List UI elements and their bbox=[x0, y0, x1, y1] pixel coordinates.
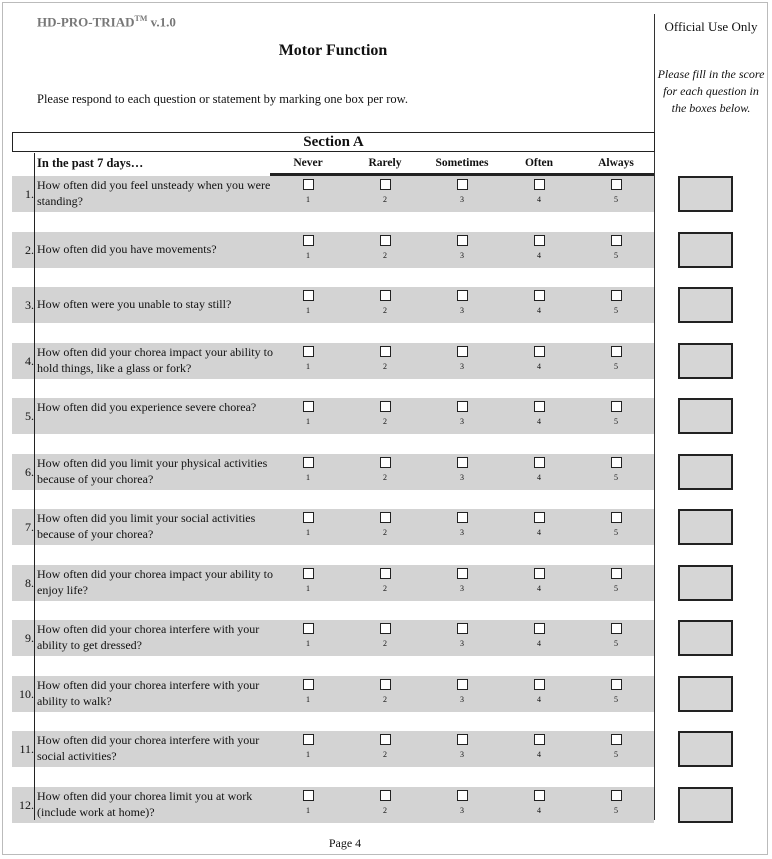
response-option-often bbox=[529, 623, 549, 648]
question-row bbox=[12, 676, 654, 712]
option-value: 4 bbox=[537, 639, 541, 648]
question-number: 11. bbox=[19, 742, 34, 756]
checkbox[interactable] bbox=[457, 235, 468, 246]
response-option-always bbox=[606, 401, 626, 426]
response-option-never bbox=[298, 290, 318, 315]
checkbox[interactable] bbox=[457, 401, 468, 412]
response-option-often bbox=[529, 290, 549, 315]
checkbox[interactable] bbox=[303, 734, 314, 745]
checkbox[interactable] bbox=[380, 512, 391, 523]
question-number: 5. bbox=[25, 409, 34, 423]
checkbox[interactable] bbox=[303, 401, 314, 412]
option-value: 4 bbox=[537, 750, 541, 759]
question-row bbox=[12, 343, 654, 379]
response-option-rarely bbox=[375, 512, 395, 537]
response-option-often bbox=[529, 679, 549, 704]
checkbox[interactable] bbox=[611, 679, 622, 690]
response-option-rarely bbox=[375, 346, 395, 371]
checkbox[interactable] bbox=[303, 623, 314, 634]
score-box[interactable] bbox=[678, 509, 733, 545]
checkbox[interactable] bbox=[380, 179, 391, 190]
option-value: 3 bbox=[460, 639, 464, 648]
option-value: 1 bbox=[306, 362, 310, 371]
checkbox[interactable] bbox=[611, 457, 622, 468]
option-value: 1 bbox=[306, 306, 310, 315]
option-value: 2 bbox=[383, 639, 387, 648]
question-text: How often did you feel unsteady when you were standing? bbox=[37, 178, 271, 208]
checkbox[interactable] bbox=[303, 568, 314, 579]
response-option-rarely bbox=[375, 235, 395, 260]
response-option-rarely bbox=[375, 568, 395, 593]
response-option-often bbox=[529, 346, 549, 371]
question-number: 12. bbox=[19, 798, 34, 812]
checkbox[interactable] bbox=[611, 512, 622, 523]
response-option-often bbox=[529, 790, 549, 815]
column-label-always: Always bbox=[598, 157, 634, 169]
option-value: 5 bbox=[614, 639, 618, 648]
checkbox[interactable] bbox=[380, 568, 391, 579]
response-option-often bbox=[529, 457, 549, 482]
option-value: 1 bbox=[306, 806, 310, 815]
checkbox[interactable] bbox=[303, 179, 314, 190]
option-value: 1 bbox=[306, 528, 310, 537]
option-value: 2 bbox=[383, 695, 387, 704]
column-label-never: Never bbox=[293, 157, 323, 169]
response-option-sometimes bbox=[452, 235, 472, 260]
response-option-never bbox=[298, 457, 318, 482]
page-title: Motor Function bbox=[278, 42, 388, 59]
checkbox[interactable] bbox=[534, 512, 545, 523]
response-option-rarely bbox=[375, 734, 395, 759]
checkbox[interactable] bbox=[611, 235, 622, 246]
checkbox[interactable] bbox=[457, 346, 468, 357]
page-number: Page 4 bbox=[328, 836, 362, 850]
question-row bbox=[12, 787, 654, 823]
option-value: 1 bbox=[306, 195, 310, 204]
option-value: 2 bbox=[383, 251, 387, 260]
checkbox[interactable] bbox=[534, 457, 545, 468]
checkbox[interactable] bbox=[303, 679, 314, 690]
left-rule bbox=[34, 153, 35, 820]
score-box[interactable] bbox=[678, 787, 733, 823]
option-value: 4 bbox=[537, 195, 541, 204]
option-value: 4 bbox=[537, 473, 541, 482]
question-row bbox=[12, 731, 654, 767]
response-option-sometimes bbox=[452, 401, 472, 426]
option-value: 2 bbox=[383, 750, 387, 759]
response-option-sometimes bbox=[452, 512, 472, 537]
response-option-rarely bbox=[375, 623, 395, 648]
response-option-never bbox=[298, 790, 318, 815]
option-value: 5 bbox=[614, 306, 618, 315]
option-value: 5 bbox=[614, 417, 618, 426]
section-header: Section A bbox=[12, 132, 655, 152]
option-value: 2 bbox=[383, 306, 387, 315]
checkbox[interactable] bbox=[534, 235, 545, 246]
question-number: 8. bbox=[25, 576, 34, 590]
checkbox[interactable] bbox=[303, 512, 314, 523]
response-option-never bbox=[298, 679, 318, 704]
response-option-always bbox=[606, 457, 626, 482]
question-text: How often did your chorea interfere with your ability to walk? bbox=[37, 678, 260, 708]
checkbox[interactable] bbox=[534, 346, 545, 357]
option-value: 1 bbox=[306, 473, 310, 482]
response-option-sometimes bbox=[452, 679, 472, 704]
checkbox[interactable] bbox=[534, 679, 545, 690]
option-value: 3 bbox=[460, 306, 464, 315]
response-option-never bbox=[298, 623, 318, 648]
question-number: 4. bbox=[25, 354, 34, 368]
period-label: In the past 7 days… bbox=[37, 156, 144, 170]
checkbox[interactable] bbox=[611, 734, 622, 745]
option-value: 5 bbox=[614, 528, 618, 537]
option-value: 5 bbox=[614, 362, 618, 371]
checkbox[interactable] bbox=[380, 235, 391, 246]
question-number: 1. bbox=[25, 187, 34, 201]
score-box[interactable] bbox=[678, 454, 733, 490]
response-option-rarely bbox=[375, 790, 395, 815]
question-text: How often did you limit your social activities because of your chorea? bbox=[37, 511, 256, 541]
checkbox[interactable] bbox=[380, 401, 391, 412]
score-box[interactable] bbox=[678, 398, 733, 434]
option-value: 5 bbox=[614, 695, 618, 704]
official-use-title: Official Use Only bbox=[664, 19, 758, 34]
option-value: 3 bbox=[460, 806, 464, 815]
option-value: 3 bbox=[460, 695, 464, 704]
response-option-sometimes bbox=[452, 623, 472, 648]
response-option-often bbox=[529, 568, 549, 593]
option-value: 2 bbox=[383, 806, 387, 815]
question-text: How often did your chorea interfere with your social activities? bbox=[37, 733, 260, 763]
option-value: 5 bbox=[614, 195, 618, 204]
score-box[interactable] bbox=[678, 565, 733, 601]
option-value: 5 bbox=[614, 584, 618, 593]
question-text: How often did you have movements? bbox=[37, 242, 217, 256]
question-row bbox=[12, 398, 654, 434]
checkbox[interactable] bbox=[611, 401, 622, 412]
option-value: 3 bbox=[460, 473, 464, 482]
checkbox[interactable] bbox=[380, 623, 391, 634]
checkbox[interactable] bbox=[611, 623, 622, 634]
question-number: 10. bbox=[19, 687, 34, 701]
checkbox[interactable] bbox=[611, 290, 622, 301]
option-value: 4 bbox=[537, 584, 541, 593]
option-value: 4 bbox=[537, 251, 541, 260]
checkbox[interactable] bbox=[380, 346, 391, 357]
checkbox[interactable] bbox=[457, 679, 468, 690]
response-option-rarely bbox=[375, 457, 395, 482]
question-number: 9. bbox=[25, 631, 34, 645]
checkbox[interactable] bbox=[380, 734, 391, 745]
question-row bbox=[12, 620, 654, 656]
response-option-rarely bbox=[375, 401, 395, 426]
response-option-always bbox=[606, 734, 626, 759]
score-box[interactable] bbox=[678, 287, 733, 323]
column-label-often: Often bbox=[524, 157, 554, 169]
response-option-rarely bbox=[375, 179, 395, 204]
option-value: 1 bbox=[306, 251, 310, 260]
option-value: 4 bbox=[537, 362, 541, 371]
option-value: 4 bbox=[537, 528, 541, 537]
response-option-often bbox=[529, 734, 549, 759]
option-value: 3 bbox=[460, 528, 464, 537]
response-option-always bbox=[606, 790, 626, 815]
option-value: 3 bbox=[460, 584, 464, 593]
checkbox[interactable] bbox=[611, 346, 622, 357]
checkbox[interactable] bbox=[534, 734, 545, 745]
option-value: 4 bbox=[537, 806, 541, 815]
question-row bbox=[12, 287, 654, 323]
checkbox[interactable] bbox=[380, 790, 391, 801]
checkbox[interactable] bbox=[303, 346, 314, 357]
checkbox[interactable] bbox=[380, 290, 391, 301]
response-option-never bbox=[298, 568, 318, 593]
response-option-always bbox=[606, 179, 626, 204]
response-option-always bbox=[606, 679, 626, 704]
response-option-sometimes bbox=[452, 568, 472, 593]
question-row bbox=[12, 454, 654, 490]
option-value: 2 bbox=[383, 362, 387, 371]
response-option-often bbox=[529, 179, 549, 204]
checkbox[interactable] bbox=[534, 790, 545, 801]
checkbox[interactable] bbox=[611, 790, 622, 801]
column-label-sometimes: Sometimes bbox=[435, 157, 489, 169]
option-value: 1 bbox=[306, 584, 310, 593]
option-value: 1 bbox=[306, 639, 310, 648]
option-value: 4 bbox=[537, 306, 541, 315]
response-option-sometimes bbox=[452, 457, 472, 482]
checkbox[interactable] bbox=[457, 734, 468, 745]
response-option-sometimes bbox=[452, 290, 472, 315]
option-value: 3 bbox=[460, 750, 464, 759]
checkbox[interactable] bbox=[457, 568, 468, 579]
response-option-sometimes bbox=[452, 790, 472, 815]
response-option-never bbox=[298, 179, 318, 204]
response-option-sometimes bbox=[452, 179, 472, 204]
question-row bbox=[12, 509, 654, 545]
response-option-always bbox=[606, 346, 626, 371]
option-value: 5 bbox=[614, 473, 618, 482]
option-value: 3 bbox=[460, 362, 464, 371]
response-option-never bbox=[298, 346, 318, 371]
response-option-never bbox=[298, 512, 318, 537]
question-row bbox=[12, 176, 654, 212]
option-value: 1 bbox=[306, 417, 310, 426]
question-text: How often did your chorea impact your ability to enjoy life? bbox=[37, 567, 273, 597]
response-option-never bbox=[298, 401, 318, 426]
question-text: How often did your chorea interfere with your ability to get dressed? bbox=[37, 622, 260, 652]
response-option-often bbox=[529, 512, 549, 537]
option-value: 2 bbox=[383, 473, 387, 482]
question-number: 2. bbox=[25, 243, 34, 257]
checkbox[interactable] bbox=[457, 290, 468, 301]
option-value: 3 bbox=[460, 251, 464, 260]
question-row bbox=[12, 232, 654, 268]
response-option-often bbox=[529, 235, 549, 260]
response-option-sometimes bbox=[452, 346, 472, 371]
official-use-note: Please fill in the score for each question in the boxes below. bbox=[657, 67, 765, 115]
option-value: 5 bbox=[614, 251, 618, 260]
question-text: How often did you experience severe chorea? bbox=[37, 400, 257, 414]
response-option-never bbox=[298, 734, 318, 759]
checkbox[interactable] bbox=[303, 457, 314, 468]
checkbox[interactable] bbox=[303, 235, 314, 246]
option-value: 2 bbox=[383, 584, 387, 593]
response-option-sometimes bbox=[452, 734, 472, 759]
checkbox[interactable] bbox=[457, 457, 468, 468]
checkbox[interactable] bbox=[534, 401, 545, 412]
option-value: 2 bbox=[383, 417, 387, 426]
response-option-always bbox=[606, 290, 626, 315]
question-text: How often were you unable to stay still? bbox=[37, 297, 232, 311]
response-option-rarely bbox=[375, 679, 395, 704]
checkbox[interactable] bbox=[380, 457, 391, 468]
option-value: 4 bbox=[537, 417, 541, 426]
question-text: How often did your chorea limit you at work (include work at home)? bbox=[37, 789, 253, 819]
option-value: 5 bbox=[614, 750, 618, 759]
response-option-always bbox=[606, 568, 626, 593]
question-row bbox=[12, 565, 654, 601]
response-option-never bbox=[298, 235, 318, 260]
score-box[interactable] bbox=[678, 676, 733, 712]
column-header-row bbox=[0, 153, 654, 175]
score-box[interactable] bbox=[678, 232, 733, 268]
option-value: 1 bbox=[306, 695, 310, 704]
option-value: 1 bbox=[306, 750, 310, 759]
column-label-rarely: Rarely bbox=[368, 157, 402, 169]
option-value: 4 bbox=[537, 695, 541, 704]
score-box[interactable] bbox=[678, 176, 733, 212]
option-value: 2 bbox=[383, 195, 387, 204]
instructions: Please respond to each question or statement by marking one box per row. bbox=[37, 92, 408, 106]
checkbox[interactable] bbox=[611, 179, 622, 190]
checkbox[interactable] bbox=[457, 179, 468, 190]
checkbox[interactable] bbox=[534, 179, 545, 190]
checkbox[interactable] bbox=[380, 679, 391, 690]
checkbox[interactable] bbox=[457, 790, 468, 801]
response-option-often bbox=[529, 401, 549, 426]
score-box[interactable] bbox=[678, 620, 733, 656]
option-value: 2 bbox=[383, 528, 387, 537]
checkbox[interactable] bbox=[457, 512, 468, 523]
score-box[interactable] bbox=[678, 343, 733, 379]
option-value: 3 bbox=[460, 417, 464, 426]
response-option-always bbox=[606, 512, 626, 537]
response-option-always bbox=[606, 235, 626, 260]
option-value: 5 bbox=[614, 806, 618, 815]
checkbox[interactable] bbox=[303, 290, 314, 301]
question-text: How often did your chorea impact your ability to hold things, like a glass or fork? bbox=[37, 345, 273, 375]
response-option-always bbox=[606, 623, 626, 648]
checkbox[interactable] bbox=[534, 290, 545, 301]
score-box[interactable] bbox=[678, 731, 733, 767]
checkbox[interactable] bbox=[611, 568, 622, 579]
response-option-rarely bbox=[375, 290, 395, 315]
question-number: 7. bbox=[25, 520, 34, 534]
checkbox[interactable] bbox=[534, 568, 545, 579]
checkbox[interactable] bbox=[303, 790, 314, 801]
question-number: 6. bbox=[25, 465, 34, 479]
brand-version: HD-PRO-TRIAD™ v.1.0 bbox=[37, 14, 176, 30]
checkbox[interactable] bbox=[457, 623, 468, 634]
question-number: 3. bbox=[25, 298, 34, 312]
question-text: How often did you limit your physical activities because of your chorea? bbox=[37, 456, 268, 486]
option-value: 3 bbox=[460, 195, 464, 204]
checkbox[interactable] bbox=[534, 623, 545, 634]
